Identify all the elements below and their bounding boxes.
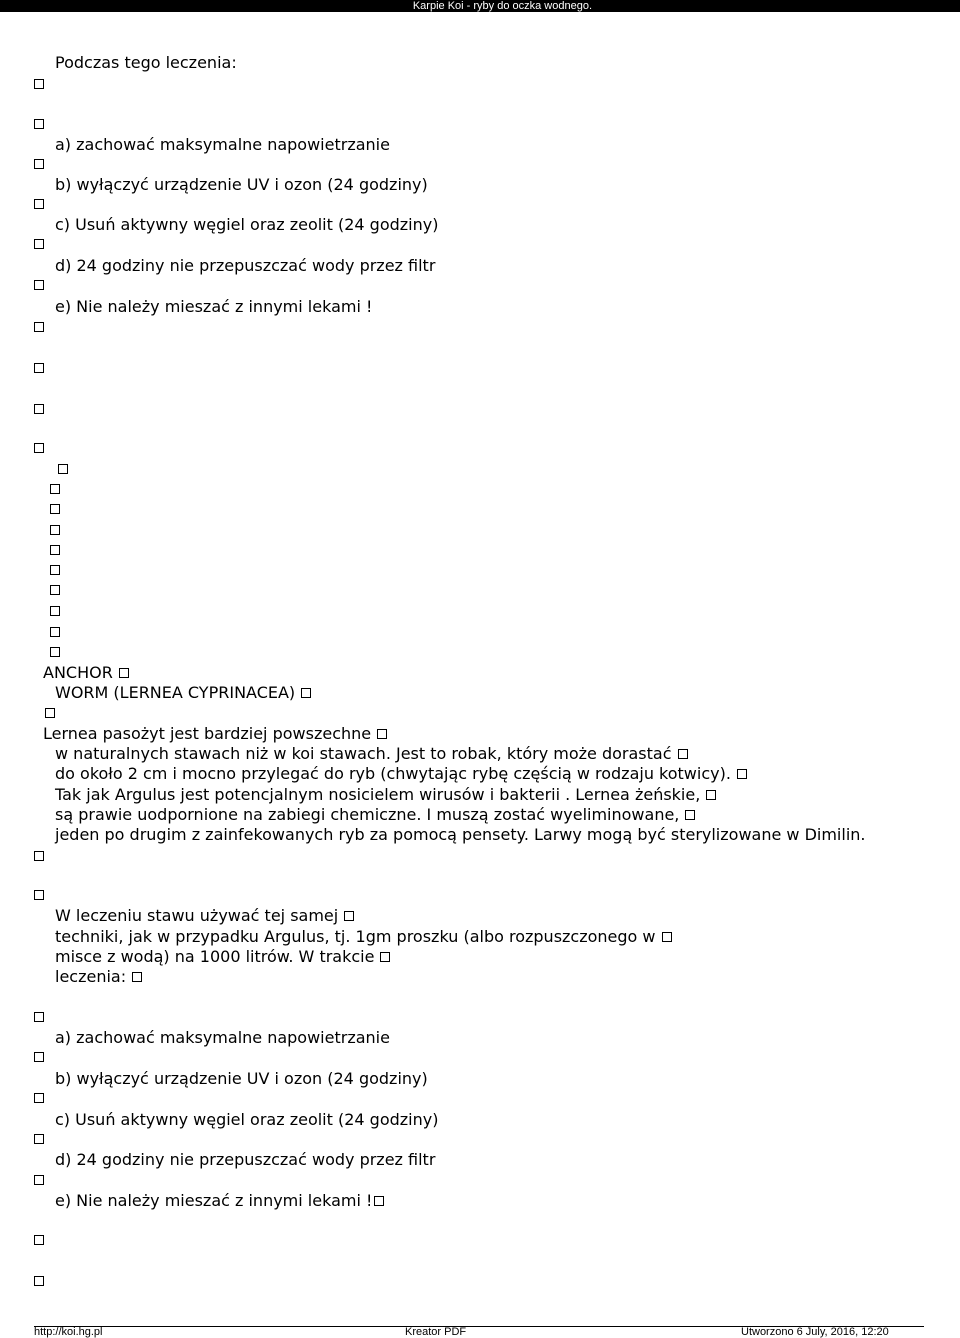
missing-glyph-icon <box>50 565 60 575</box>
footer-url-link[interactable]: http://koi.hg.pl <box>34 1326 103 1338</box>
header-title: Karpie Koi - ryby do oczka wodnego. <box>412 0 592 12</box>
missing-glyph-icon <box>50 545 60 555</box>
text-line: W leczeniu stawu używać tej samej <box>55 906 354 926</box>
text-line: a) zachować maksymalne napowietrzanie <box>55 1028 390 1047</box>
missing-glyph-icon <box>34 1175 44 1185</box>
text-line: ANCHOR <box>43 663 129 683</box>
missing-glyph-icon <box>50 504 60 514</box>
missing-glyph-icon <box>34 890 44 900</box>
text-line: e) Nie należy mieszać z innymi lekami ! <box>55 1191 384 1211</box>
missing-glyph-icon <box>374 1196 384 1206</box>
missing-glyph-icon <box>34 280 44 290</box>
text-line: WORM (LERNEA CYPRINACEA) <box>55 683 311 703</box>
missing-glyph-icon <box>58 464 68 474</box>
missing-glyph-icon <box>377 729 387 739</box>
missing-glyph-icon <box>344 911 354 921</box>
missing-glyph-icon <box>34 119 44 129</box>
text-line: misce z wodą) na 1000 litrów. W trakcie <box>55 947 390 967</box>
missing-glyph-icon <box>34 1052 44 1062</box>
text-line: jeden po drugim z zainfekowanych ryb za pomocą pensety. Larwy mogą być sterylizowane w Dimilin. <box>55 825 866 844</box>
text-line: c) Usuń aktywny węgiel oraz zeolit (24 godziny) <box>55 215 439 234</box>
missing-glyph-icon <box>132 972 142 982</box>
footer-created-date: Utworzono 6 July, 2016, 12:20 <box>741 1326 889 1338</box>
text-line: Tak jak Argulus jest potencjalnym nosicielem wirusów i bakterii . Lernea żeńskie, <box>55 785 716 805</box>
missing-glyph-icon <box>706 790 716 800</box>
missing-glyph-icon <box>34 1276 44 1286</box>
text-line: Lernea pasożyt jest bardziej powszechne <box>43 724 387 744</box>
missing-glyph-icon <box>45 708 55 718</box>
text-line: b) wyłączyć urządzenie UV i ozon (24 godziny) <box>55 175 428 194</box>
text-line: Podczas tego leczenia: <box>55 53 237 72</box>
missing-glyph-icon <box>34 363 44 373</box>
missing-glyph-icon <box>50 647 60 657</box>
text-line: d) 24 godziny nie przepuszczać wody przez filtr <box>55 1150 436 1169</box>
missing-glyph-icon <box>737 769 747 779</box>
missing-glyph-icon <box>34 404 44 414</box>
text-line: techniki, jak w przypadku Argulus, tj. 1gm proszku (albo rozpuszczonego w <box>55 927 672 947</box>
missing-glyph-icon <box>34 322 44 332</box>
text-line: są prawie uodpornione na zabiegi chemiczne. I muszą zostać wyeliminowane, <box>55 805 695 825</box>
footer-creator: Kreator PDF <box>405 1326 467 1338</box>
missing-glyph-icon <box>301 688 311 698</box>
missing-glyph-icon <box>34 1093 44 1103</box>
missing-glyph-icon <box>50 484 60 494</box>
text-line: leczenia: <box>55 967 142 987</box>
missing-glyph-icon <box>119 668 129 678</box>
text-line: do około 2 cm i mocno przylegać do ryb (chwytając rybę częścią w rodzaju kotwicy). <box>55 764 747 784</box>
missing-glyph-icon <box>50 627 60 637</box>
missing-glyph-icon <box>34 851 44 861</box>
text-line: e) Nie należy mieszać z innymi lekami ! <box>55 297 373 316</box>
missing-glyph-icon <box>34 199 44 209</box>
text-line: w naturalnych stawach niż w koi stawach. Jest to robak, który może dorastać <box>55 744 688 764</box>
text-line: d) 24 godziny nie przepuszczać wody przez filtr <box>55 256 436 275</box>
text-line: b) wyłączyć urządzenie UV i ozon (24 godziny) <box>55 1069 428 1088</box>
missing-glyph-icon <box>380 952 390 962</box>
missing-glyph-icon <box>685 810 695 820</box>
missing-glyph-icon <box>678 749 688 759</box>
missing-glyph-icon <box>34 443 44 453</box>
missing-glyph-icon <box>50 525 60 535</box>
missing-glyph-icon <box>34 1235 44 1245</box>
missing-glyph-icon <box>34 159 44 169</box>
text-line: a) zachować maksymalne napowietrzanie <box>55 135 390 154</box>
missing-glyph-icon <box>34 1012 44 1022</box>
missing-glyph-icon <box>34 79 44 89</box>
missing-glyph-icon <box>34 239 44 249</box>
missing-glyph-icon <box>662 932 672 942</box>
missing-glyph-icon <box>50 606 60 616</box>
text-line: c) Usuń aktywny węgiel oraz zeolit (24 godziny) <box>55 1110 439 1129</box>
missing-glyph-icon <box>50 585 60 595</box>
missing-glyph-icon <box>34 1134 44 1144</box>
